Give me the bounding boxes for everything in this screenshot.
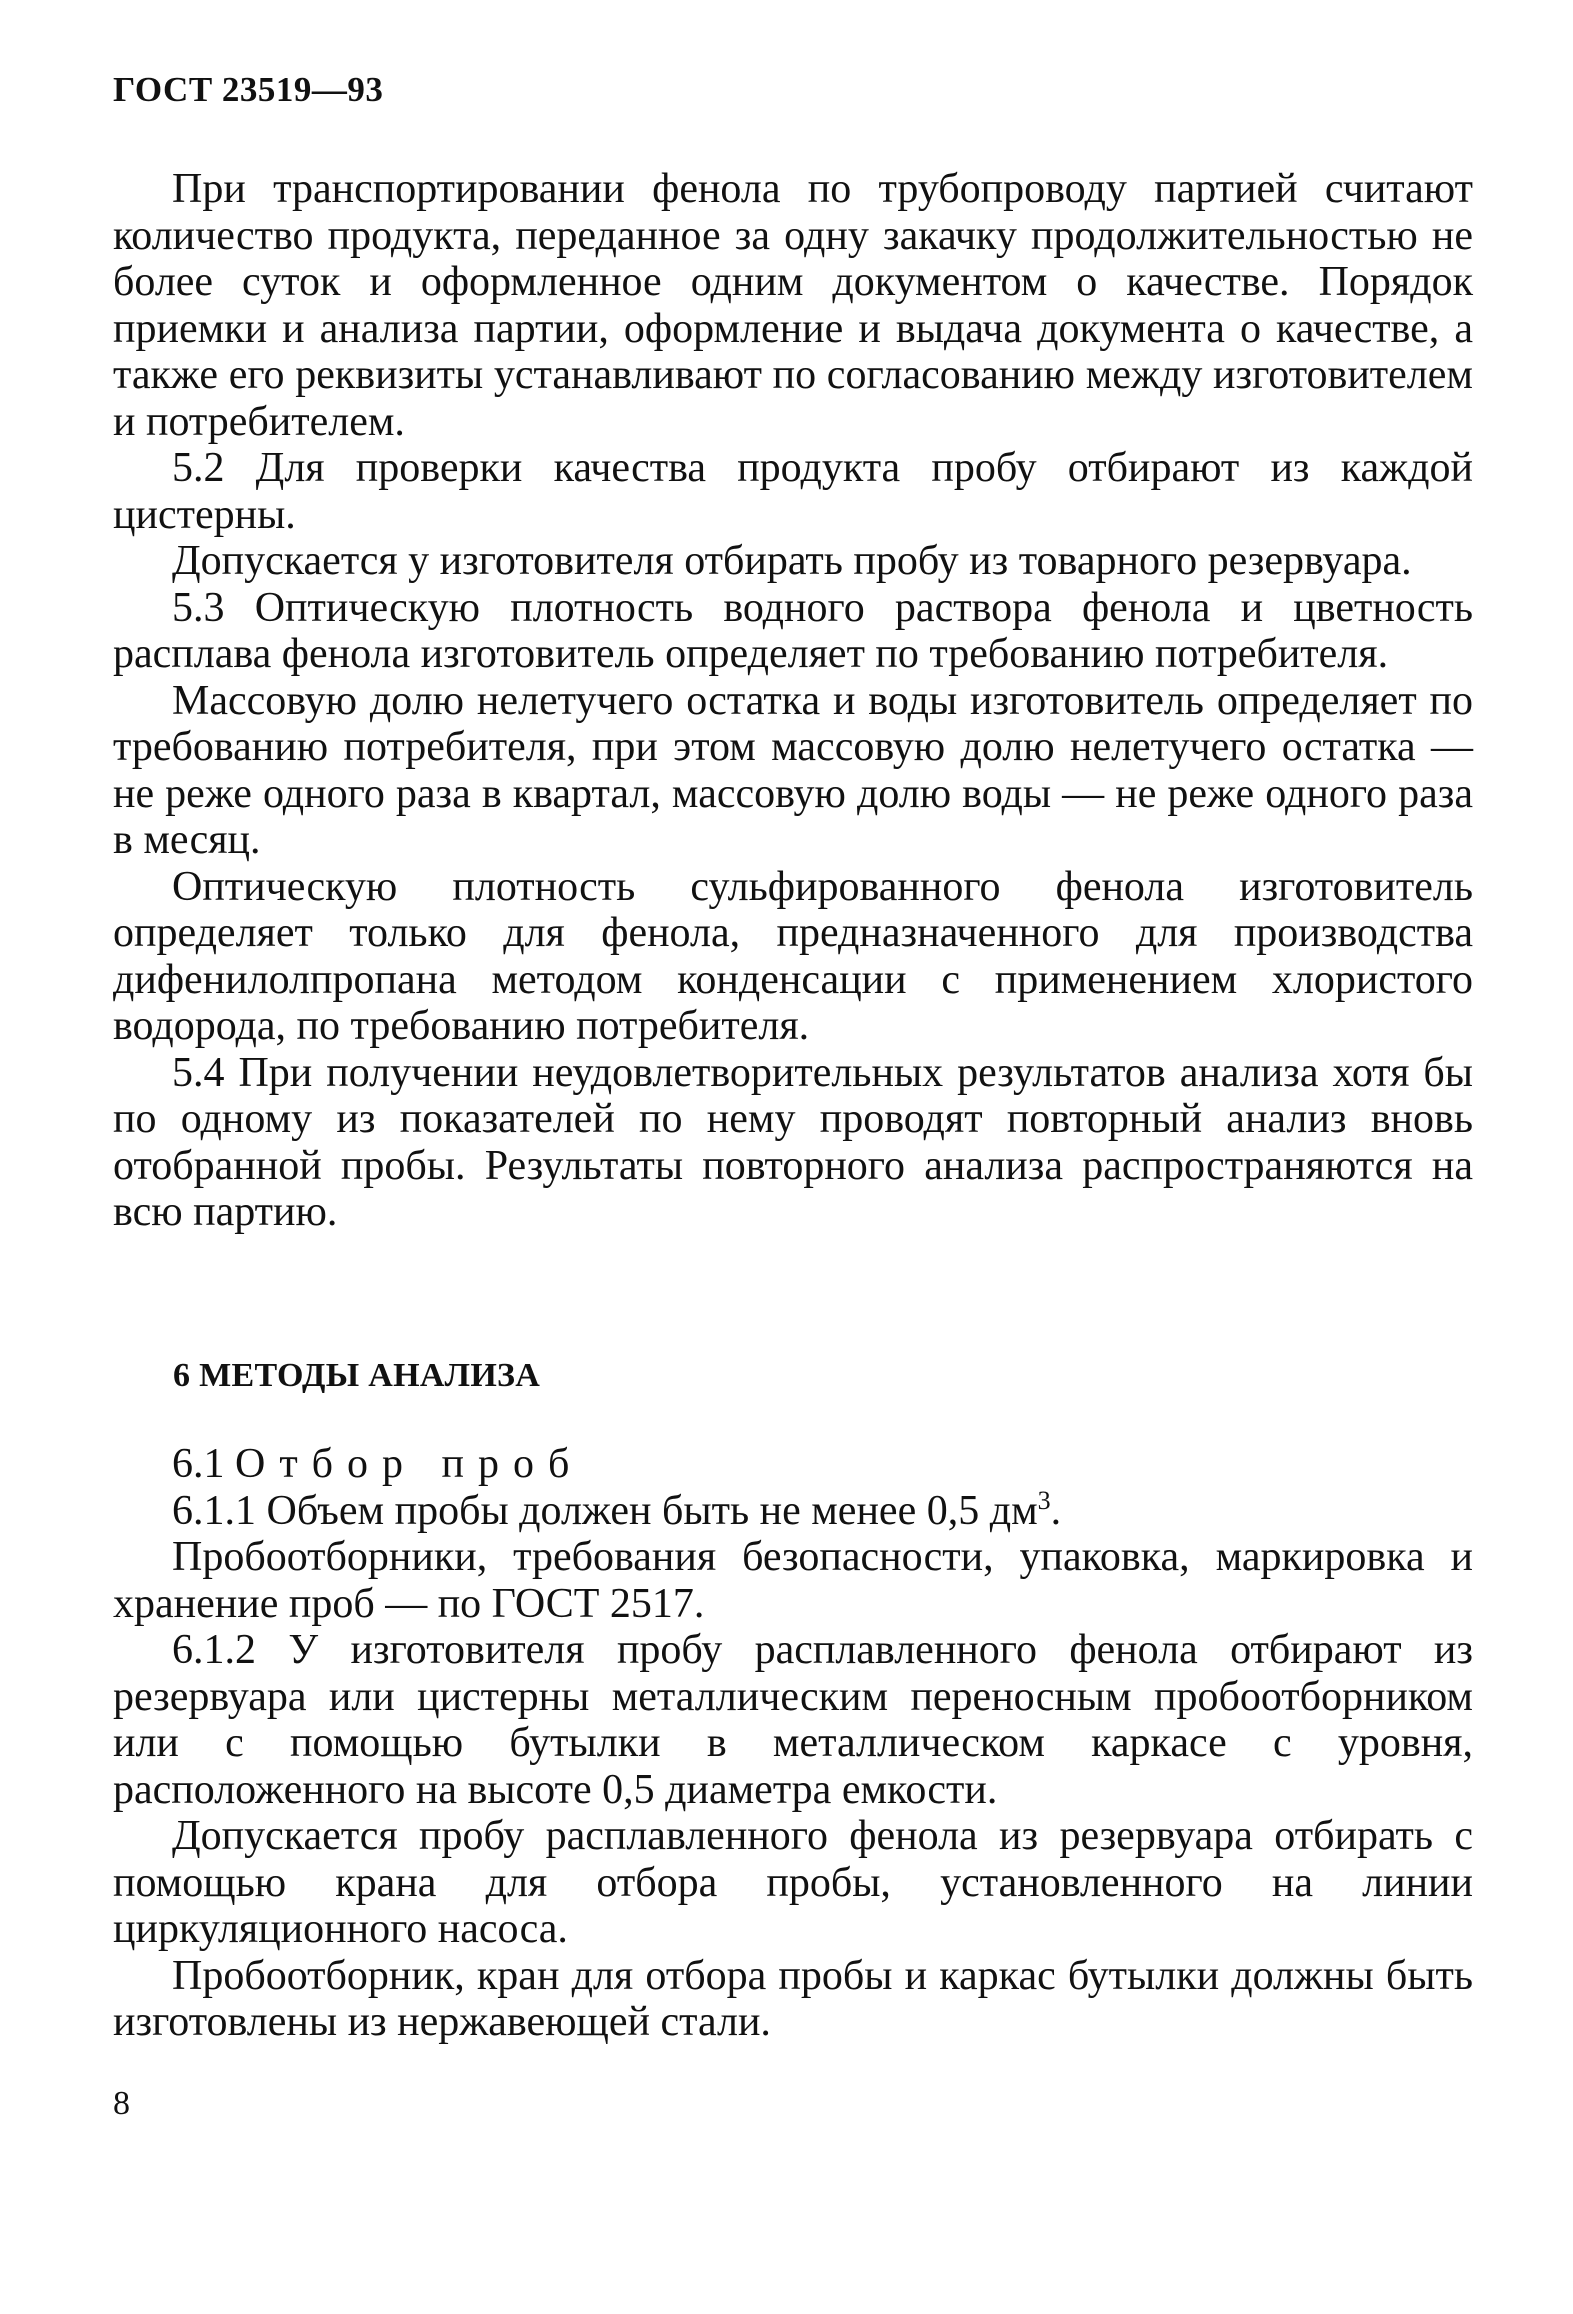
paragraph-6-1-1	[113, 1485, 1473, 1535]
subsection-title: Отбор проб	[235, 1441, 584, 1487]
paragraph-reservoir-sampling: Допускается у изготовителя отбирать пробу из товарного резервуара.	[172, 538, 1412, 584]
section-5-continuation	[113, 166, 1473, 1236]
subsection-6-1-title	[113, 1441, 1473, 1488]
sample-volume-text: 6.1.1 Объем пробы должен быть не менее 0,5 дм	[172, 1487, 1038, 1534]
paragraph-valve-sampling: Допускается пробу расплавленного фенола из резервуара отбирать с помощью крана для отбора пробы, установленного на линии циркуляционного насоса.	[113, 1813, 1473, 1952]
paragraph-6-1-2: 6.1.2 У изготовителя пробу расплавленного фенола отбирают из резервуара или цистерны металлическим переносным пробоотборником или с помощью бутылки в металлическом каркасе с уровня, расположенного на высоте 0,5 диаметра емкости.	[113, 1627, 1473, 1813]
paragraph-mass-fraction: Массовую долю нелетучего остатка и воды изготовитель определяет по требованию потребителя, при этом массовую долю нелетучего остатка — не реже одного раза в квартал, массовую долю воды — не реже одного раза в месяц.	[113, 677, 1473, 863]
superscript-3: 3	[1037, 1485, 1051, 1515]
sentence-end: .	[1050, 1487, 1062, 1534]
paragraph-5-2: 5.2 Для проверки качества продукта пробу отбирают из каждой цистерны.	[113, 445, 1473, 538]
document-header: ГОСТ 23519—93	[113, 70, 384, 109]
subsection-number: 6.1	[172, 1441, 235, 1487]
paragraph-stainless-steel: Пробоотборник, кран для отбора пробы и каркас бутылки должны быть изготовлены из нержавеющей стали.	[113, 1952, 1473, 2045]
page-number: 8	[113, 2085, 130, 2122]
section-6-body	[113, 1441, 1473, 2046]
paragraph-sulfonated-phenol: Оптическую плотность сульфированного фенола изготовитель определяет только для фенола, предназначенного для производства дифенилолпропана методом конденсации с применением хлористого водорода, по требованию потребителя.	[113, 863, 1473, 1049]
section-6-heading: 6 МЕТОДЫ АНАЛИЗА	[173, 1357, 541, 1394]
paragraph-pipeline-batch: При транспортировании фенола по трубопроводу партией считают количество продукта, переданное за одну закачку продолжительностью не более суток и оформленное одним документом о качестве. Порядок приемки и анализа партии, оформление и выдача документа о качестве, а также его реквизиты устанавливают по согласованию между изготовителем и потребителем.	[113, 166, 1473, 445]
paragraph-5-3: 5.3 Оптическую плотность водного раствора фенола и цветность расплава фенола изготовитель определяет по требованию потребителя.	[113, 584, 1473, 677]
paragraph-samplers: Пробоотборники, требования безопасности, упаковка, маркировка и хранение проб — по ГОСТ 2517.	[113, 1534, 1473, 1627]
paragraph-5-4: 5.4 При получении неудовлетворительных результатов анализа хотя бы по одному из показателей по нему проводят повторный анализ вновь отобранной пробы. Результаты повторного анализа распространяются на всю партию.	[113, 1049, 1473, 1235]
